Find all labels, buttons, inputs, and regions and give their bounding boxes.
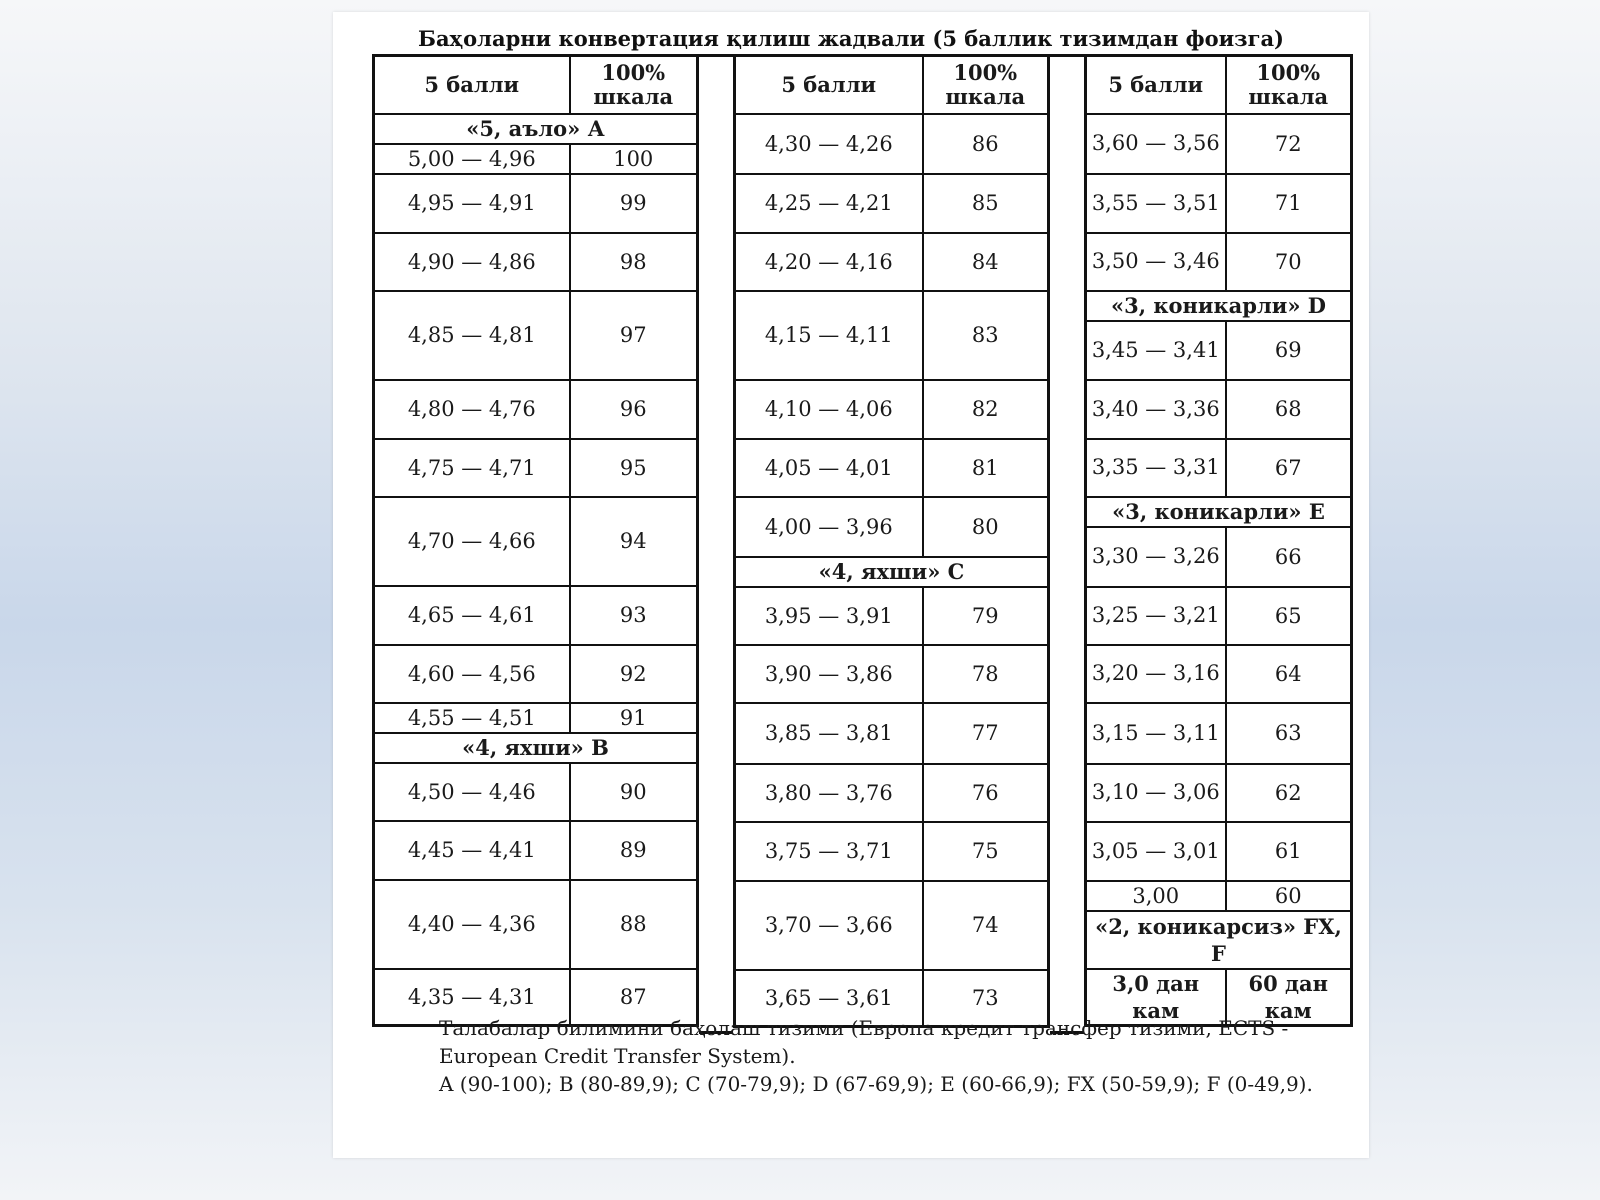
table-cell: 82: [923, 380, 1049, 439]
table-cell: 3,50 — 3,46: [1086, 233, 1226, 291]
table-cell: 68: [1226, 380, 1352, 439]
table-cell: 4,80 — 4,76: [374, 380, 570, 439]
table-cell: 66: [1226, 527, 1352, 587]
table-cell: 78: [923, 645, 1049, 703]
footnote-system: Талабалар билимини баҳолаш тизими (Европа кредит трансфер тизими, ECTS - European Credit Transfer System).: [439, 1016, 1289, 1068]
table-cell: 3,90 — 3,86: [735, 645, 923, 703]
table-cell: 67: [1226, 439, 1352, 497]
table-cell: 93: [570, 586, 698, 645]
table-cell: 3,10 — 3,06: [1086, 764, 1226, 822]
grade-label-d: «3, коникарли» D: [1086, 291, 1352, 321]
footnote: [379, 1014, 1339, 1098]
table-cell: 92: [570, 645, 698, 703]
table-cell: 3,35 — 3,31: [1086, 439, 1226, 497]
header-100-percent: 100% шкала: [1226, 56, 1352, 114]
table-cell: 88: [570, 880, 698, 969]
table-cell: 77: [923, 703, 1049, 764]
table-cell: 4,90 — 4,86: [374, 233, 570, 291]
table-cell: 3,65 — 3,61: [735, 970, 923, 1027]
table-cell: 72: [1226, 114, 1352, 174]
table-cell: 4,35 — 4,31: [374, 969, 570, 1026]
table-cell: 3,80 — 3,76: [735, 764, 923, 822]
table-cell: 4,65 — 4,61: [374, 586, 570, 645]
table-cell: 70: [1226, 233, 1352, 291]
column-divider: [1050, 54, 1084, 1034]
table-cell: 100: [570, 144, 698, 174]
table-cell: 86: [923, 114, 1049, 174]
table-cell: 3,70 — 3,66: [735, 881, 923, 970]
table-cell: 4,75 — 4,71: [374, 439, 570, 497]
table-cell: 4,00 — 3,96: [735, 497, 923, 557]
header-100-percent: 100% шкала: [923, 56, 1049, 114]
document-page: [333, 12, 1369, 1158]
table-cell: 4,85 — 4,81: [374, 291, 570, 380]
table-cell: 80: [923, 497, 1049, 557]
table-cell: 4,15 — 4,11: [735, 291, 923, 380]
table-cell: 81: [923, 439, 1049, 497]
table-cell: 99: [570, 174, 698, 233]
table-column-2: [733, 54, 1050, 1028]
table-cell: 97: [570, 291, 698, 380]
header-5-point: 5 балли: [374, 56, 570, 114]
table-cell: 3,00: [1086, 881, 1226, 911]
table-cell: 4,10 — 4,06: [735, 380, 923, 439]
footnote-scale: A (90-100); B (80-89,9); C (70-79,9); D (67-69,9); E (60-66,9); FX (50-59,9); F (0-49,9).: [439, 1072, 1313, 1096]
table-cell: 89: [570, 821, 698, 880]
table-cell: 79: [923, 587, 1049, 645]
header-5-point: 5 балли: [1086, 56, 1226, 114]
table-cell: 96: [570, 380, 698, 439]
grade-label-e: «3, коникарли» Е: [1086, 497, 1352, 527]
table-cell: 3,15 — 3,11: [1086, 703, 1226, 764]
column-divider: [699, 54, 733, 1034]
table-cell: 3,05 — 3,01: [1086, 822, 1226, 881]
table-cell: 62: [1226, 764, 1352, 822]
table-cell: 91: [570, 703, 698, 733]
table-cell: 73: [923, 970, 1049, 1027]
header-5-point: 5 балли: [735, 56, 923, 114]
table-cell: 64: [1226, 645, 1352, 703]
table-cell: 65: [1226, 587, 1352, 645]
document-title: Баҳоларни конвертация қилиш жадвали (5 баллик тизимдан фоизга): [418, 26, 1284, 51]
table-cell: 4,20 — 4,16: [735, 233, 923, 291]
table-cell: 90: [570, 763, 698, 821]
header-100-percent: 100% шкала: [570, 56, 698, 114]
table-cell: 75: [923, 822, 1049, 881]
table-cell: 3,95 — 3,91: [735, 587, 923, 645]
table-cell: 98: [570, 233, 698, 291]
table-cell: 71: [1226, 174, 1352, 233]
table-cell: 63: [1226, 703, 1352, 764]
table-cell: 3,20 — 3,16: [1086, 645, 1226, 703]
table-cell: 69: [1226, 321, 1352, 380]
table-cell: 4,30 — 4,26: [735, 114, 923, 174]
table-cell: 3,0 дан кам: [1086, 969, 1226, 1026]
table-column-3: [1084, 54, 1353, 1027]
table-cell: 4,55 — 4,51: [374, 703, 570, 733]
table-cell: 60: [1226, 881, 1352, 911]
table-cell: 3,75 — 3,71: [735, 822, 923, 881]
table-cell: 3,55 — 3,51: [1086, 174, 1226, 233]
table-cell: 94: [570, 497, 698, 586]
table-cell: 60 дан кам: [1226, 969, 1352, 1026]
table-cell: 85: [923, 174, 1049, 233]
table-cell: 4,60 — 4,56: [374, 645, 570, 703]
table-cell: 3,30 — 3,26: [1086, 527, 1226, 587]
table-cell: 4,45 — 4,41: [374, 821, 570, 880]
table-cell: 95: [570, 439, 698, 497]
table-cell: 3,60 — 3,56: [1086, 114, 1226, 174]
table-cell: 74: [923, 881, 1049, 970]
table-cell: 76: [923, 764, 1049, 822]
conversion-table: [372, 54, 1353, 1034]
table-cell: 5,00 — 4,96: [374, 144, 570, 174]
table-column-1: [372, 54, 699, 1027]
grade-label-c: «4, яхши» С: [735, 557, 1049, 587]
table-cell: 4,95 — 4,91: [374, 174, 570, 233]
grade-label-f: «2, коникарсиз» FX, F: [1086, 911, 1352, 969]
table-cell: 4,05 — 4,01: [735, 439, 923, 497]
grade-label-a: «5, аъло» А: [374, 114, 698, 144]
table-cell: 61: [1226, 822, 1352, 881]
table-cell: 3,85 — 3,81: [735, 703, 923, 764]
table-cell: 4,50 — 4,46: [374, 763, 570, 821]
table-cell: 4,40 — 4,36: [374, 880, 570, 969]
table-cell: 3,40 — 3,36: [1086, 380, 1226, 439]
table-cell: 3,45 — 3,41: [1086, 321, 1226, 380]
table-cell: 83: [923, 291, 1049, 380]
table-cell: 4,70 — 4,66: [374, 497, 570, 586]
table-cell: 87: [570, 969, 698, 1026]
table-cell: 4,25 — 4,21: [735, 174, 923, 233]
table-cell: 3,25 — 3,21: [1086, 587, 1226, 645]
grade-label-b: «4, яхши» В: [374, 733, 698, 763]
table-cell: 84: [923, 233, 1049, 291]
